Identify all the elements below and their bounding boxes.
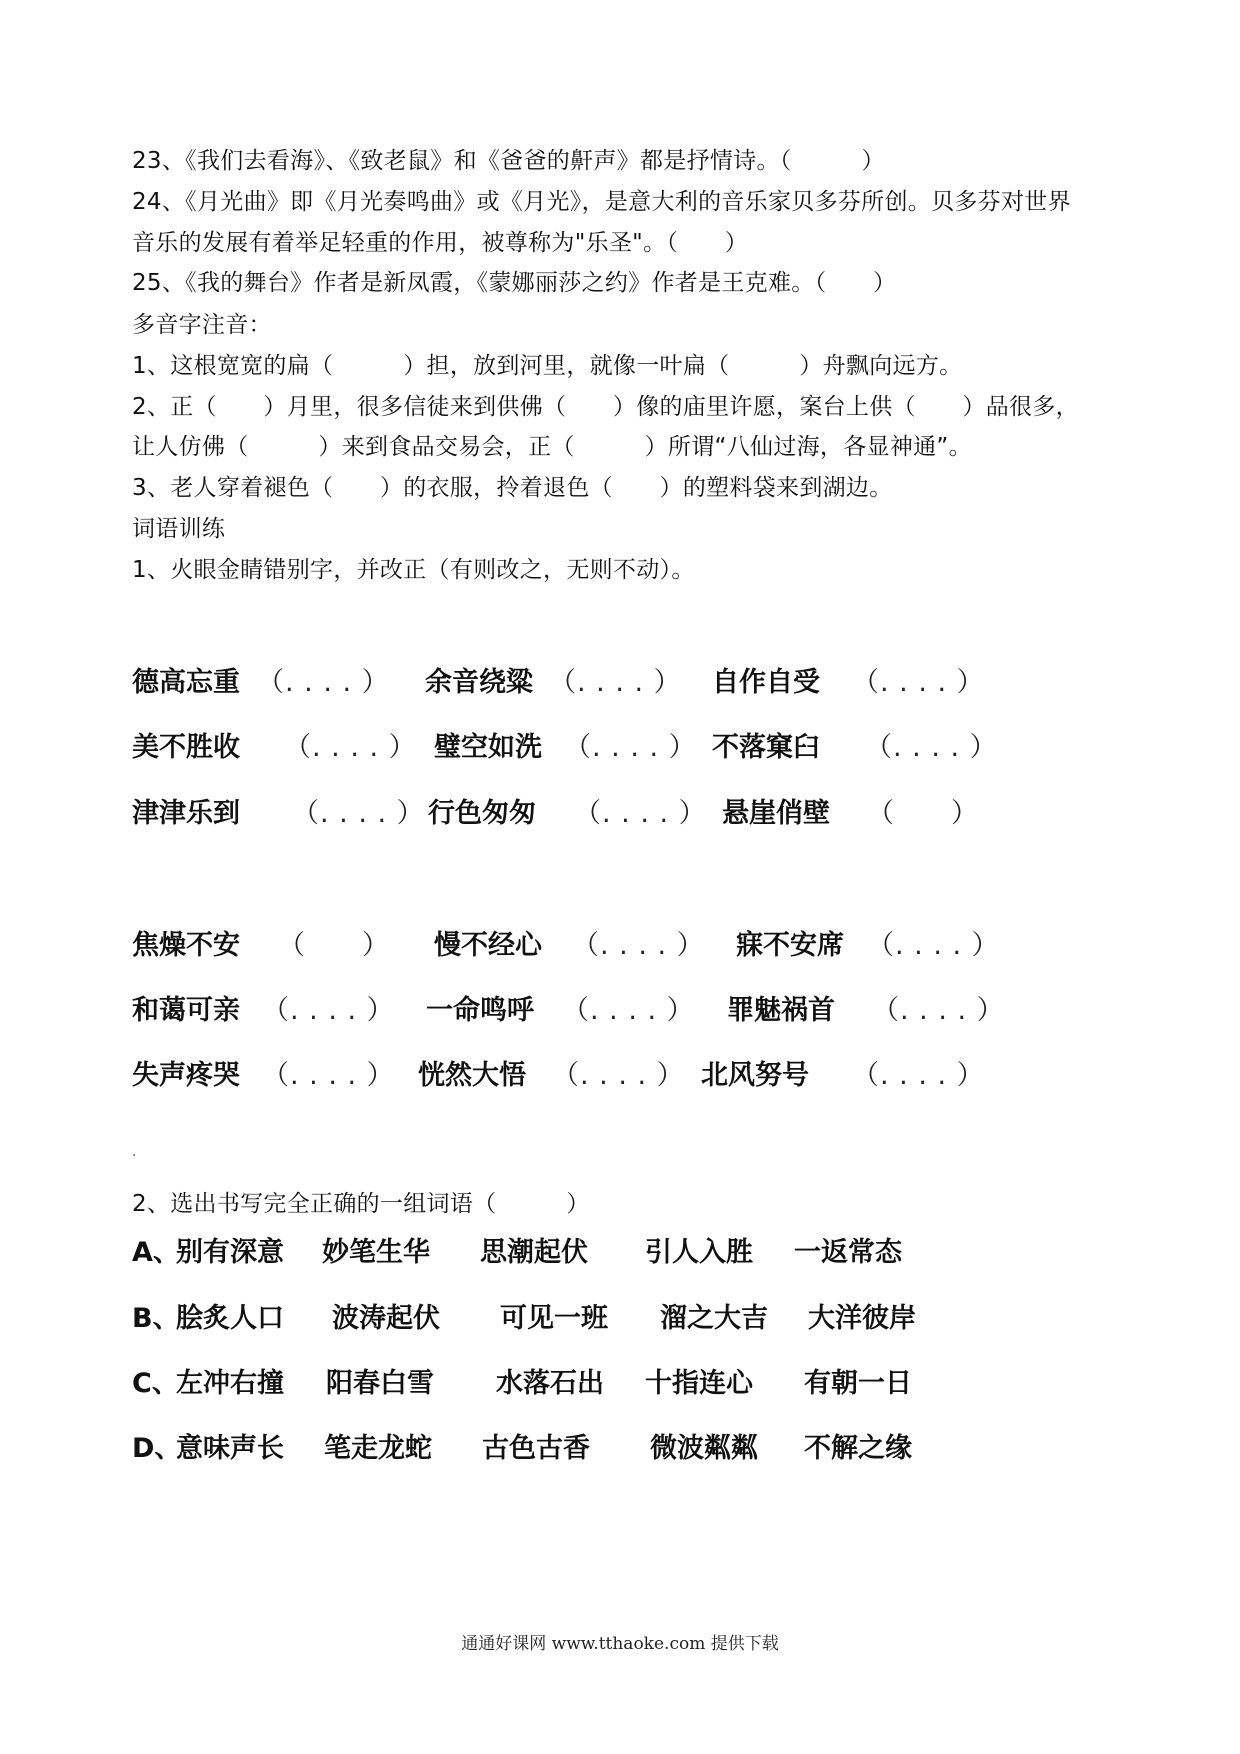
word-item: 行色匆匆	[428, 798, 536, 829]
option-label: D、	[132, 1433, 182, 1464]
word-item: 和蔼可亲	[132, 995, 240, 1026]
answer-blank[interactable]: （ ）	[278, 930, 390, 961]
option-word: 一返常态	[794, 1237, 902, 1268]
answer-blank[interactable]: （. . . . ）	[852, 667, 985, 698]
answer-blank[interactable]: （. . . . ）	[865, 732, 998, 763]
word-item: 罪魅祸首	[727, 995, 835, 1026]
word-item: 自作自受	[712, 667, 820, 698]
option-word: 左冲右撞	[176, 1368, 284, 1399]
words-question-1: 1、火眼金睛错别字，并改正（有则改之，无则不动）。	[132, 557, 695, 583]
option-word: 可见一班	[500, 1303, 608, 1334]
answer-blank[interactable]: （. . . . ）	[872, 995, 1005, 1026]
polyphone-line-3: 让人仿佛（ ）来到食品交易会，正（ ）所谓“八仙过海，各显神通”。	[132, 434, 972, 460]
question-23: 23、《我们去看海》、《致老鼠》和《爸爸的鼾声》都是抒情诗。（ ）	[132, 148, 885, 174]
option-word: 有朝一日	[804, 1368, 912, 1399]
word-item: 美不胜收	[132, 732, 240, 763]
polyphone-title: 多音字注音：	[132, 312, 272, 338]
answer-blank[interactable]: （. . . . ）	[284, 732, 417, 763]
polyphone-line-1: 1、这根宽宽的扁（ ）担，放到河里，就像一叶扁（ ）舟飘向远方。	[132, 353, 963, 379]
answer-blank[interactable]: （. . . . ）	[564, 732, 697, 763]
answer-blank[interactable]: （. . . . ）	[549, 667, 682, 698]
option-word: 十指连心	[645, 1368, 753, 1399]
answer-blank[interactable]: （. . . . ）	[262, 995, 395, 1026]
words-question-2: 2、选出书写完全正确的一组词语（ ）	[132, 1191, 590, 1217]
word-item: 寐不安席	[736, 930, 844, 961]
option-word: 脍炙人口	[176, 1303, 284, 1334]
option-word: 波涛起伏	[332, 1303, 440, 1334]
word-item: 余音绕粱	[425, 667, 533, 698]
word-item: 慢不经心	[434, 930, 542, 961]
option-word: 别有深意	[176, 1237, 284, 1268]
word-item: 恍然大悟	[418, 1060, 526, 1091]
answer-blank[interactable]: （. . . . ）	[292, 798, 425, 829]
option-word: 意味声长	[176, 1433, 284, 1464]
word-item: 津津乐到	[132, 798, 240, 829]
word-item: 一命鸣呼	[426, 995, 534, 1026]
word-item: 璧空如洗	[434, 732, 542, 763]
answer-blank[interactable]: （. . . . ）	[867, 930, 1000, 961]
stray-mark: .	[132, 1144, 137, 1160]
answer-blank[interactable]: （. . . . ）	[562, 995, 695, 1026]
option-label: C、	[132, 1368, 179, 1399]
option-label: B、	[132, 1303, 180, 1334]
option-word: 微波粼粼	[650, 1433, 758, 1464]
answer-blank[interactable]: （. . . . ）	[572, 930, 705, 961]
option-word: 妙笔生华	[322, 1237, 430, 1268]
option-word: 引人入胜	[645, 1237, 753, 1268]
question-24-line1: 24、《月光曲》即《月光奏鸣曲》或《月光》，是意大利的音乐家贝多芬所创。贝多芬对世界	[132, 189, 1071, 215]
option-word: 水落石出	[496, 1368, 604, 1399]
option-word: 不解之缘	[804, 1433, 912, 1464]
option-label: A、	[132, 1237, 180, 1268]
answer-blank[interactable]: （. . . . ）	[257, 667, 390, 698]
answer-blank[interactable]: （. . . . ）	[574, 798, 707, 829]
word-item: 不落窠臼	[712, 732, 820, 763]
option-word: 大洋彼岸	[808, 1303, 916, 1334]
word-item: 北风努号	[701, 1060, 809, 1091]
option-word: 古色古香	[482, 1433, 590, 1464]
page-footer: 通通好课网 www.tthaoke.com 提供下载	[461, 1634, 779, 1654]
polyphone-line-4: 3、老人穿着褪色（ ）的衣服，拎着退色（ ）的塑料袋来到湖边。	[132, 475, 893, 501]
word-item: 德高忘重	[132, 667, 240, 698]
word-item: 悬崖俏壁	[722, 798, 830, 829]
polyphone-line-2: 2、正（ ）月里，很多信徒来到供佛（ ）像的庙里许愿，案台上供（ ）品很多，	[132, 394, 1079, 420]
word-item: 失声疼哭	[132, 1060, 240, 1091]
option-word: 阳春白雪	[326, 1368, 434, 1399]
option-word: 思潮起伏	[480, 1237, 588, 1268]
answer-blank[interactable]: （ ）	[867, 798, 979, 829]
word-item: 焦燥不安	[132, 930, 240, 961]
option-word: 溜之大吉	[660, 1303, 768, 1334]
option-word: 笔走龙蛇	[324, 1433, 432, 1464]
question-25: 25、《我的舞台》作者是新凤霞，《蒙娜丽莎之约》作者是王克难。（ ）	[132, 270, 897, 296]
words-title: 词语训练	[132, 516, 226, 542]
answer-blank[interactable]: （. . . . ）	[552, 1060, 685, 1091]
answer-blank[interactable]: （. . . . ）	[262, 1060, 395, 1091]
answer-blank[interactable]: （. . . . ）	[852, 1060, 985, 1091]
question-24-line2: 音乐的发展有着举足轻重的作用，被尊称为"乐圣"。（ ）	[132, 230, 749, 256]
